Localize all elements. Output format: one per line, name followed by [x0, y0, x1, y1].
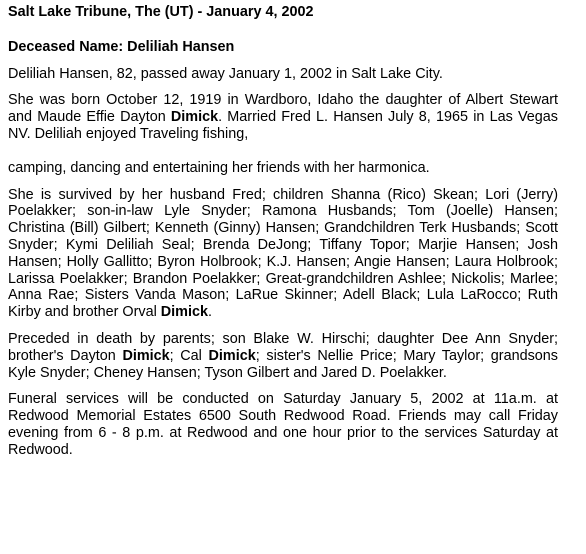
survivors-paragraph — [8, 187, 558, 321]
birth-marriage-paragraph — [8, 92, 558, 142]
preceded-in-death-paragraph — [8, 331, 558, 381]
surname-highlight: Dimick — [208, 347, 256, 364]
surname-highlight: Dimick — [160, 304, 208, 321]
surname-highlight: Dimick — [170, 109, 219, 126]
birth-text: She was born October 12, 1919 in Wardboro, Idaho the daughter of Albert Stewart and Maude Effie Dayton — [8, 92, 558, 126]
marriage-text: . Married Fred L. Hansen July 8, 1965 in Las Vegas NV. Deliliah enjoyed Traveling fishing, — [8, 109, 558, 142]
preceded-text-mid: ; Cal — [169, 347, 209, 364]
preceded-text: Preceded in death by parents; son Blake W. Hirschi; daughter Dee Ann Snyder; brother's Dayton — [8, 330, 558, 364]
hobbies-paragraph: camping, dancing and entertaining her friends with her harmonica. — [8, 159, 430, 176]
deceased-name-heading: Deceased Name: Deliliah Hansen — [8, 38, 235, 55]
preceded-text-end: ; sister's Nellie Price; Mary Taylor; grandsons Kyle Snyder; Cheney Hansen; Tyson Gilbert and Jared D. Poelakker. — [8, 347, 558, 381]
publication-heading: Salt Lake Tribune, The (UT) - January 4, 2002 — [8, 4, 314, 20]
survivors-end: . — [207, 304, 212, 321]
survivors-text: She is survived by her husband Fred; children Shanna (Rico) Skean; Lori (Jerry) Poelakker; son-in-law Lyle Snyder; Ramona Husbands; Tom (Joelle) Hansen; Christina (Bill) Gilbert; Kenneth (Ginny) Hansen; Grandchildren Terk Husbands; Scott Snyder; Kymi Deliliah Seal; Brenda DeJong; Tiffany Topor; Marjie Hansen; Josh Hansen; Holly Gallitto; Byron Holbrook; K.J. Hansen; Angie Hansen; Laura Holbrook; Larissa Poelakker; Brandon Poelakker; Great-grandchildren Ashlee; Nickolis; Marlee; Anna Rae; Sisters Vanda Mason; LaRue Skinner; Adell Black; Lula LaRocco; Ruth Kirby and brother Orval — [8, 186, 558, 321]
surname-highlight: Dimick — [122, 347, 170, 364]
obituary-document — [8, 4, 558, 469]
funeral-services-paragraph: Funeral services will be conducted on Saturday January 5, 2002 at 11a.m. at Redwood Memorial Estates 6500 South Redwood Road. Friends may call Friday evening from 6 - 8 p.m. at Redwood and one hour prior to the services Saturday at Redwood. — [8, 391, 558, 458]
death-announcement-paragraph: Deliliah Hansen, 82, passed away January 1, 2002 in Salt Lake City. — [8, 65, 443, 82]
